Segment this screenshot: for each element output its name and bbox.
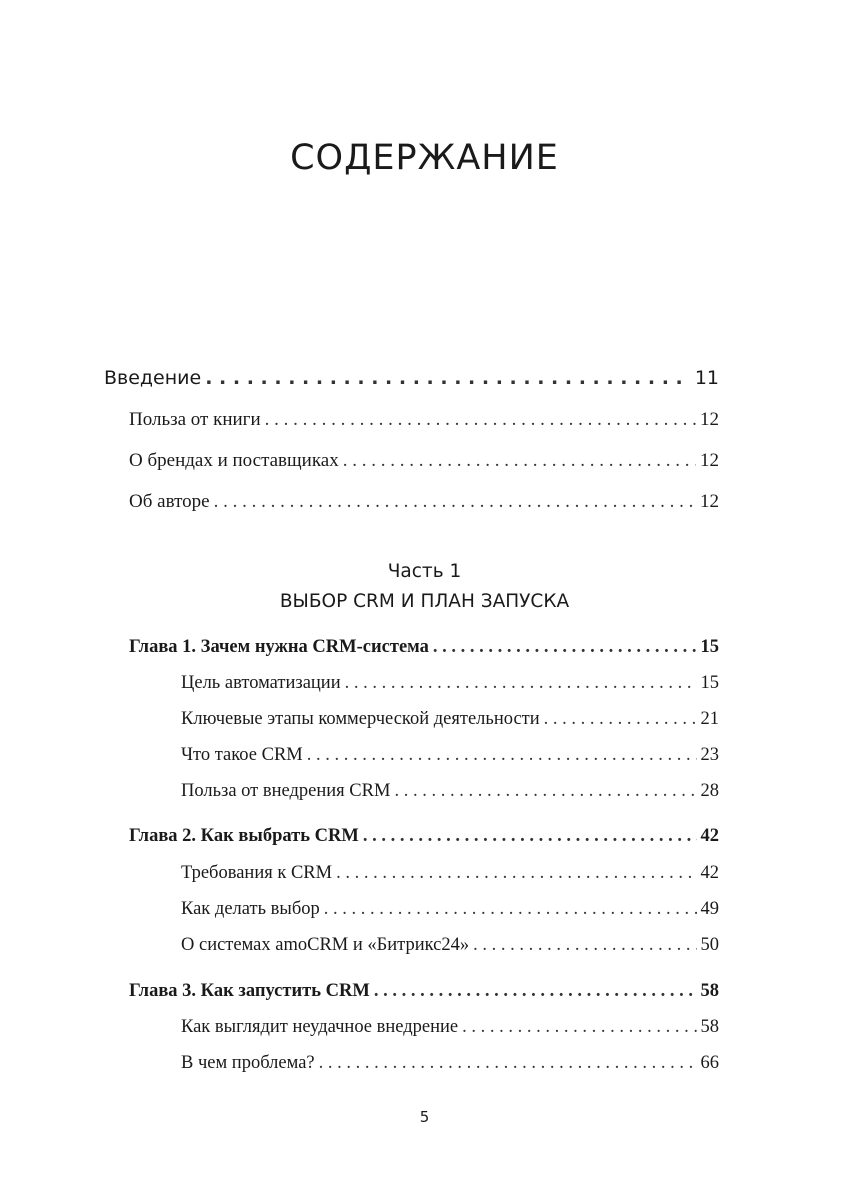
toc-entry-label: Введение [104,367,202,389]
toc-entry-page: 66 [700,1053,719,1073]
toc-entry-page: 21 [700,709,719,729]
toc-leader-dots [205,367,691,389]
toc-chapter[interactable] [129,981,719,1002]
page-number: 5 [419,1108,430,1126]
toc-entry[interactable] [129,409,719,431]
toc-entry-page: 12 [700,491,719,512]
toc-chapter[interactable] [129,826,719,847]
toc-leader-dots [343,450,696,472]
toc-entry-page: 23 [700,745,719,765]
toc-entry-page: 42 [700,826,719,846]
toc-section[interactable] [181,863,719,884]
toc-entry-page: 15 [700,637,719,657]
toc-leader-dots [336,863,696,884]
toc-entry-page: 11 [694,367,719,389]
toc-section[interactable] [181,745,719,766]
toc-section[interactable] [181,899,719,920]
toc-section[interactable] [181,709,719,730]
toc-entry-label: Глава 3. Как запустить CRM [129,981,370,1001]
toc-entry-page: 58 [700,1017,719,1037]
toc-entry-label: Ключевые этапы коммерческой деятельности [181,709,540,729]
toc-entry-page: 15 [700,673,719,693]
toc-entry-label: Глава 1. Зачем нужна CRM-система [129,637,429,657]
toc-entry-label: Глава 2. Как выбрать CRM [129,826,359,846]
toc-entry-label: Как делать выбор [181,899,320,919]
toc-entry-page: 12 [700,450,719,471]
part-title: ВЫБОР CRM И ПЛАН ЗАПУСКА [279,591,570,612]
toc-leader-dots [319,1053,697,1074]
toc-leader-dots [363,826,697,847]
toc-section[interactable] [181,935,719,956]
toc-entry-page: 42 [700,863,719,883]
toc-leader-dots [433,637,697,658]
toc-entry-page: 58 [700,981,719,1001]
toc-entry-label: Цель автоматизации [181,673,341,693]
toc-chapter[interactable] [129,637,719,658]
toc-leader-dots [473,935,696,956]
toc-leader-dots [345,673,697,694]
toc-section[interactable] [181,1053,719,1074]
toc-entry-label: О брендах и поставщиках [129,450,339,471]
toc-leader-dots [307,745,697,766]
toc-entry-page: 49 [700,899,719,919]
toc-leader-dots [374,981,697,1002]
toc-entry[interactable] [129,491,719,513]
part-number: Часть 1 [387,561,462,582]
toc-entry-label: Как выглядит неудачное внедрение [181,1017,459,1037]
page-title: СОДЕРЖАНИЕ [290,138,559,178]
toc-leader-dots [324,899,697,920]
toc-leader-dots [544,709,697,730]
toc-entry-label: О системах amoCRM и «Битрикс24» [181,935,470,955]
toc-entry-label: Что такое CRM [181,745,303,765]
toc-entry-label: Об авторе [129,491,210,512]
toc-entry-label: Польза от книги [129,409,261,430]
toc-entry-intro[interactable] [104,367,719,389]
toc-section[interactable] [181,781,719,802]
toc-entry[interactable] [129,450,719,472]
toc-leader-dots [214,491,696,513]
toc-entry-page: 28 [700,781,719,801]
toc-entry-label: В чем проблема? [181,1053,315,1073]
toc-leader-dots [265,409,696,431]
toc-entry-page: 50 [700,935,719,955]
toc-section[interactable] [181,1017,719,1038]
toc-leader-dots [394,781,696,802]
toc-entry-page: 12 [700,409,719,430]
toc-leader-dots [462,1017,696,1038]
toc-section[interactable] [181,673,719,694]
toc-entry-label: Требования к CRM [181,863,333,883]
toc-entry-label: Польза от внедрения CRM [181,781,391,801]
